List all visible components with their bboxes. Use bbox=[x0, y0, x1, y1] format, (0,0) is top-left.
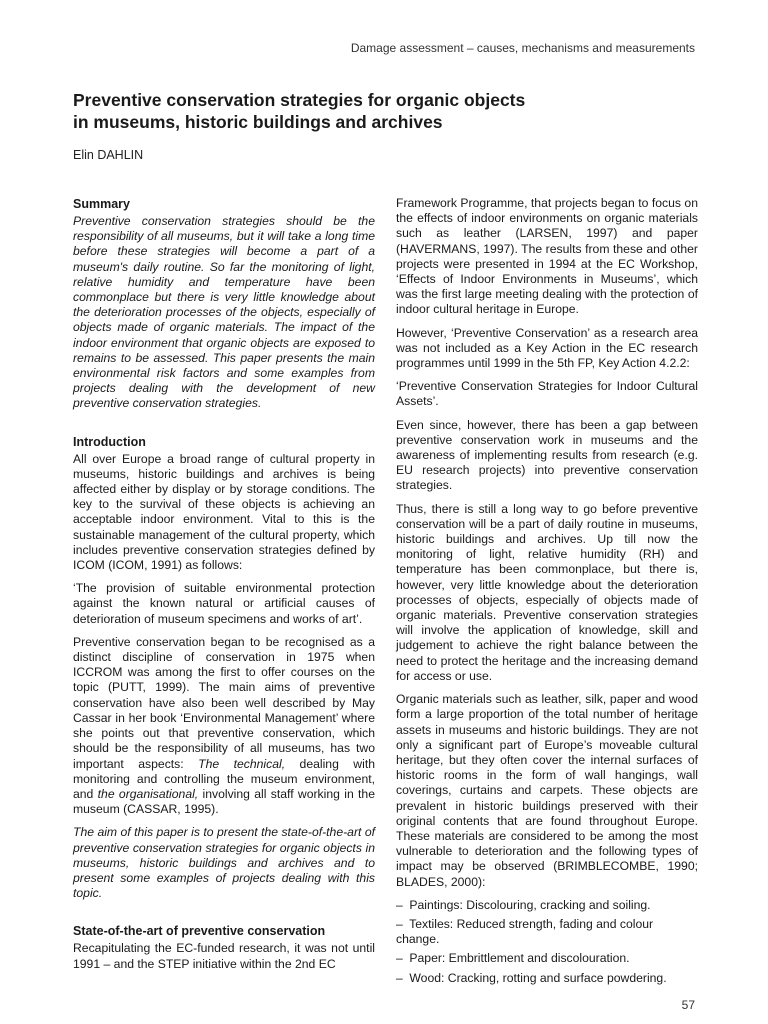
intro-p2-text-c: involving all staff working in the museum (CASSAR, 1995). bbox=[73, 786, 375, 817]
intro-paragraph-2 bbox=[73, 635, 375, 817]
list-item bbox=[396, 971, 698, 986]
title-line-1: Preventive conservation strategies for organic objects bbox=[73, 90, 526, 110]
introduction-heading: Introduction bbox=[73, 434, 146, 449]
intro-p2-text-a: Preventive conservation began to be recognised as a distinct discipline of conservation in 1975 when ICCROM was among the first to offer courses on the topic (PUTT, 1999). The main aims of preventive conservation have also been well described by May Cassar in her book ‘Environmental Management’ where she points out that preventive conservation, which should be the responsibility of all museums, has two important aspects: bbox=[73, 634, 375, 771]
state-of-art-heading: State-of-the-art of preventive conservation bbox=[73, 924, 326, 939]
summary-heading: Summary bbox=[73, 197, 130, 211]
list-item-text: Paper: Embrittlement and discolouration. bbox=[409, 951, 630, 966]
paper-title bbox=[73, 89, 673, 133]
list-dash: – bbox=[396, 951, 403, 966]
intro-paragraph-1: All over Europe a broad range of cultural property in museums, historic buildings and archives is being affected either by display or by storage conditions. The key to the survival of these objects is achieving an acceptable indoor environment. Vital to this is the sustainable management of the cultural property, which includes preventive conservation strategies defined by ICOM (ICOM, 1991) as follows: bbox=[73, 451, 375, 573]
aim-paragraph: The aim of this paper is to present the state-of-the-art of preventive conservation strategies for organic objects in museums, historic buildings and archives and to present some examples of projects dealing with this topic. bbox=[73, 825, 375, 901]
list-dash: – bbox=[396, 916, 403, 931]
right-column bbox=[396, 196, 698, 990]
impact-list bbox=[396, 898, 698, 986]
state-of-art-paragraph: Recapitulating the EC-funded research, it was not until 1991 – and the STEP initiative within the 2nd EC bbox=[73, 941, 375, 971]
right-paragraph-2: However, ‘Preventive Conservation’ as a research area was not included as a Key Action in the EC research programmes until 1999 in the 5th FP, Key Action 4.2.2: bbox=[396, 325, 698, 371]
author: Elin DAHLIN bbox=[73, 148, 144, 162]
list-item-text: Textiles: Reduced strength, fading and colour change. bbox=[396, 916, 654, 947]
intro-p2-text-b: dealing with monitoring and controlling the museum environment, and bbox=[73, 756, 375, 801]
list-item bbox=[396, 917, 698, 947]
right-paragraph-5: Thus, there is still a long way to go before preventive conservation will be a part of daily routine in museums, historic buildings and archives. Up till now the monitoring of light, relative humidity (RH) and temperature has been commonplace, but there is, however, very little knowledge about the deterioration processes of objects, especially of objects made of organic materials. Preventive conservation strategies will involve the application of knowledge, skill and judgement to achieve the right balance between the need to protect the heritage and the increasing demand for access or use. bbox=[396, 501, 698, 683]
right-paragraph-6: Organic materials such as leather, silk, paper and wood form a large proportion of the total number of heritage assets in museums and historic buildings. They are not only a significant part of Europe’s moveable cultural heritage, but they often cover the internal surfaces of historic rooms in the form of wall hangings, wall coverings, curtains and carpets. These objects are prevalent in historic buildings preserved with their original contents that are found throughout Europe. These materials are considered to be among the most vulnerable to deterioration and the following types of impact may be observed (BRIMBLECOMBE, 1990; BLADES, 2000): bbox=[396, 692, 698, 889]
left-column bbox=[73, 196, 375, 980]
title-line-2: in museums, historic buildings and archives bbox=[73, 112, 443, 132]
right-paragraph-4: Even since, however, there has been a gap between preventive conservation work in museums and the awareness of implementing results from research (e.g. EU research projects) into preventive conservation strategies. bbox=[396, 417, 698, 493]
list-item bbox=[396, 951, 698, 966]
icom-quote: ‘The provision of suitable environmental protection against the known natural or artificial causes of deterioration of museum specimens and works of art’. bbox=[73, 581, 375, 626]
list-dash: – bbox=[396, 970, 403, 985]
list-dash: – bbox=[396, 897, 403, 912]
right-paragraph-1: Framework Programme, that projects began to focus on the effects of indoor environments on organic materials such as leather (LARSEN, 1997) and paper (HAVERMANS, 1997). The results from these and other projects were presented in 1994 at the EC Workshop, ‘Effects of Indoor Environments in Museums’, which was the first large meeting dealing with the protection of indoor cultural heritage in Europe. bbox=[396, 196, 698, 317]
list-item-text: Wood: Cracking, rotting and surface powdering. bbox=[409, 970, 667, 985]
list-item-text: Paintings: Discolouring, cracking and soiling. bbox=[409, 897, 651, 912]
intro-p2-italic-organisational: the organisational, bbox=[97, 786, 199, 801]
key-action-quote: ‘Preventive Conservation Strategies for Indoor Cultural Assets’. bbox=[396, 379, 698, 409]
summary-text: Preventive conservation strategies should be the responsibility of all museums, but it will take a long time before these strategies will become a part of a museum's daily routine. So far the monitoring of light, relative humidity and temperature have been commonplace but there is very little knowledge about the deterioration processes of the objects, especially of objects made of organic materials. The impact of the indoor environment that organic objects are exposed to remains to be assessed. This paper presents the main environmental risk factors and some examples from projects dealing with the development of new preventive conservation strategies. bbox=[73, 214, 375, 411]
intro-p2-italic-technical: The technical, bbox=[198, 756, 286, 771]
list-item bbox=[396, 898, 698, 913]
running-head: Damage assessment – causes, mechanisms and measurements bbox=[350, 41, 695, 55]
page-number: 57 bbox=[681, 998, 695, 1012]
